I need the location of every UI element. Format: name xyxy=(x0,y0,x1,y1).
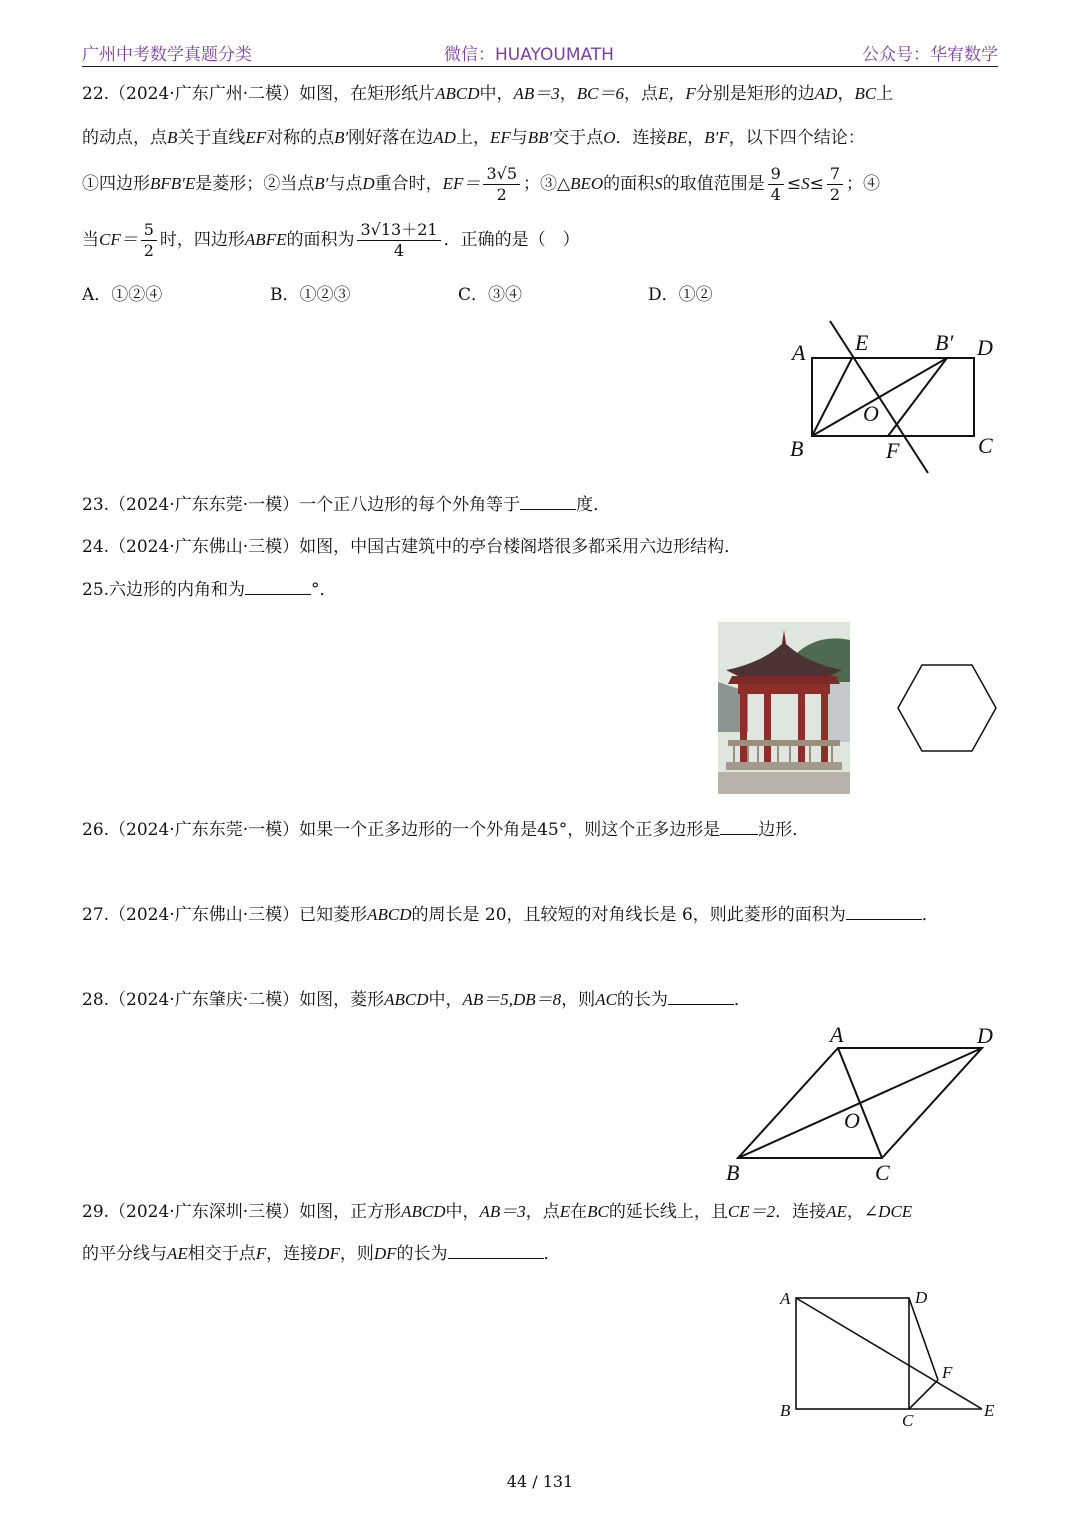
answer-blank xyxy=(245,578,311,595)
fraction-7-over-2: $\frac{7}{2}$ xyxy=(827,164,843,205)
rect-abcd xyxy=(812,358,974,436)
label-c: C xyxy=(875,1160,890,1185)
segment-ae xyxy=(796,1298,982,1409)
question-28: 28.（2024·广东肇庆·二模）如图，菱形ABCD中，AB＝5,DB＝8，则AC的长为 ． xyxy=(82,990,751,1010)
question-26: 26.（2024·广东东莞·一模）如果一个正多边形的一个外角是45°，则这个正多边形是 边形． xyxy=(82,820,810,840)
label-e: E xyxy=(855,330,869,355)
answer-blank xyxy=(520,493,576,510)
header-wechat: 微信：HUAYOUMATH xyxy=(444,45,614,65)
label-c: C xyxy=(978,433,993,458)
label-f: F xyxy=(942,1363,953,1382)
label-f: F xyxy=(886,438,900,463)
question-27: 27.（2024·广东佛山·三模）已知菱形ABCD的周长是 20，且较短的对角线长是 6，则此菱形的面积为 ． xyxy=(82,905,939,925)
label-a: A xyxy=(830,1022,844,1047)
page-number: 44 / 131 xyxy=(506,1472,574,1491)
question-23: 23.（2024·广东东莞·一模）一个正八边形的每个外角等于 度． xyxy=(82,495,611,515)
header-public-account: 公众号：华宥数学 xyxy=(862,45,998,65)
hexagon-figure xyxy=(892,660,1002,756)
q22-line-2: 的动点，点B关于直线EF对称的点B′刚好落在边AD上，EF与BB′交于点O．连接BE，B′F，以下四个结论： xyxy=(82,128,865,148)
q22-rectangle-figure xyxy=(780,318,1010,478)
label-d: D xyxy=(977,1023,993,1048)
q22-choice-b: B．①②③ xyxy=(270,285,351,305)
fraction-area-abfe: $\frac{3√13+21}{4}$ xyxy=(357,220,440,261)
segment-cf xyxy=(909,1380,938,1409)
pavilion-photo xyxy=(718,622,850,794)
diagonal-bd xyxy=(738,1048,982,1158)
answer-blank xyxy=(720,818,758,835)
segment-b-prime-f xyxy=(888,358,947,436)
q28-rhombus-figure xyxy=(720,1020,1010,1188)
q22-line-4: 当CF＝ $\frac{5}{2}$ 时，四边形ABFE的面积为 $\frac{3√13+21}{4}$ ．正确的是（ ） xyxy=(82,220,580,260)
q29-square-figure xyxy=(770,1282,1010,1432)
label-d: D xyxy=(977,335,993,360)
q22-line-1: 22.（2024·广东广州·二模）如图，在矩形纸片ABCD中，AB＝3，BC＝6，点E，F分别是矩形的边AD，BC上 xyxy=(82,84,894,104)
q29-line-2: 的平分线与AE相交于点F，连接DF，则DF的长为 ． xyxy=(82,1244,561,1264)
answer-blank xyxy=(846,903,922,920)
fraction-9-over-4: $\frac{9}{4}$ xyxy=(768,164,784,205)
fraction-5-over-2: $\frac{5}{2}$ xyxy=(141,220,157,261)
page-header xyxy=(82,38,998,67)
label-o: O xyxy=(863,401,879,426)
question-24: 24.（2024·广东佛山·三模）如图，中国古建筑中的亭台楼阁塔很多都采用六边形结构． xyxy=(82,537,742,557)
square-abcd xyxy=(796,1298,909,1409)
label-a: A xyxy=(780,1289,791,1308)
label-d: D xyxy=(915,1288,928,1307)
q22-line-3: ①四边形BFB′E是菱形；②当点B′与点D重合时，EF＝ $\frac{3√5}{2}$ ；③△BEO的面积S的取值范围是 $\frac{9}{4}$ ≤S≤ $\frac{7}{2}$ ；④ xyxy=(82,164,880,204)
q22-choice-c: C．③④ xyxy=(458,285,523,305)
label-b-prime: B′ xyxy=(935,330,954,355)
fraction-3sqrt5-over-2: $\frac{3√5}{2}$ xyxy=(483,164,520,205)
q22-choice-d: D．①② xyxy=(648,285,713,305)
label-o: O xyxy=(844,1108,860,1133)
q22-choice-a: A．①②④ xyxy=(82,285,163,305)
answer-blank xyxy=(448,1242,544,1259)
header-left-title: 广州中考数学真题分类 xyxy=(82,45,252,65)
label-b: B xyxy=(790,436,804,461)
label-b: B xyxy=(780,1401,791,1420)
label-b: B xyxy=(726,1160,740,1185)
q29-line-1: 29.（2024·广东深圳·三模）如图，正方形ABCD中，AB＝3，点E在BC的延长线上，且CE＝2．连接AE，∠DCE xyxy=(82,1202,913,1222)
label-a: A xyxy=(792,340,806,365)
label-c: C xyxy=(902,1411,914,1430)
question-25: 25.六边形的内角和为 °． xyxy=(82,580,337,600)
label-e: E xyxy=(984,1401,995,1420)
answer-blank xyxy=(668,988,734,1005)
